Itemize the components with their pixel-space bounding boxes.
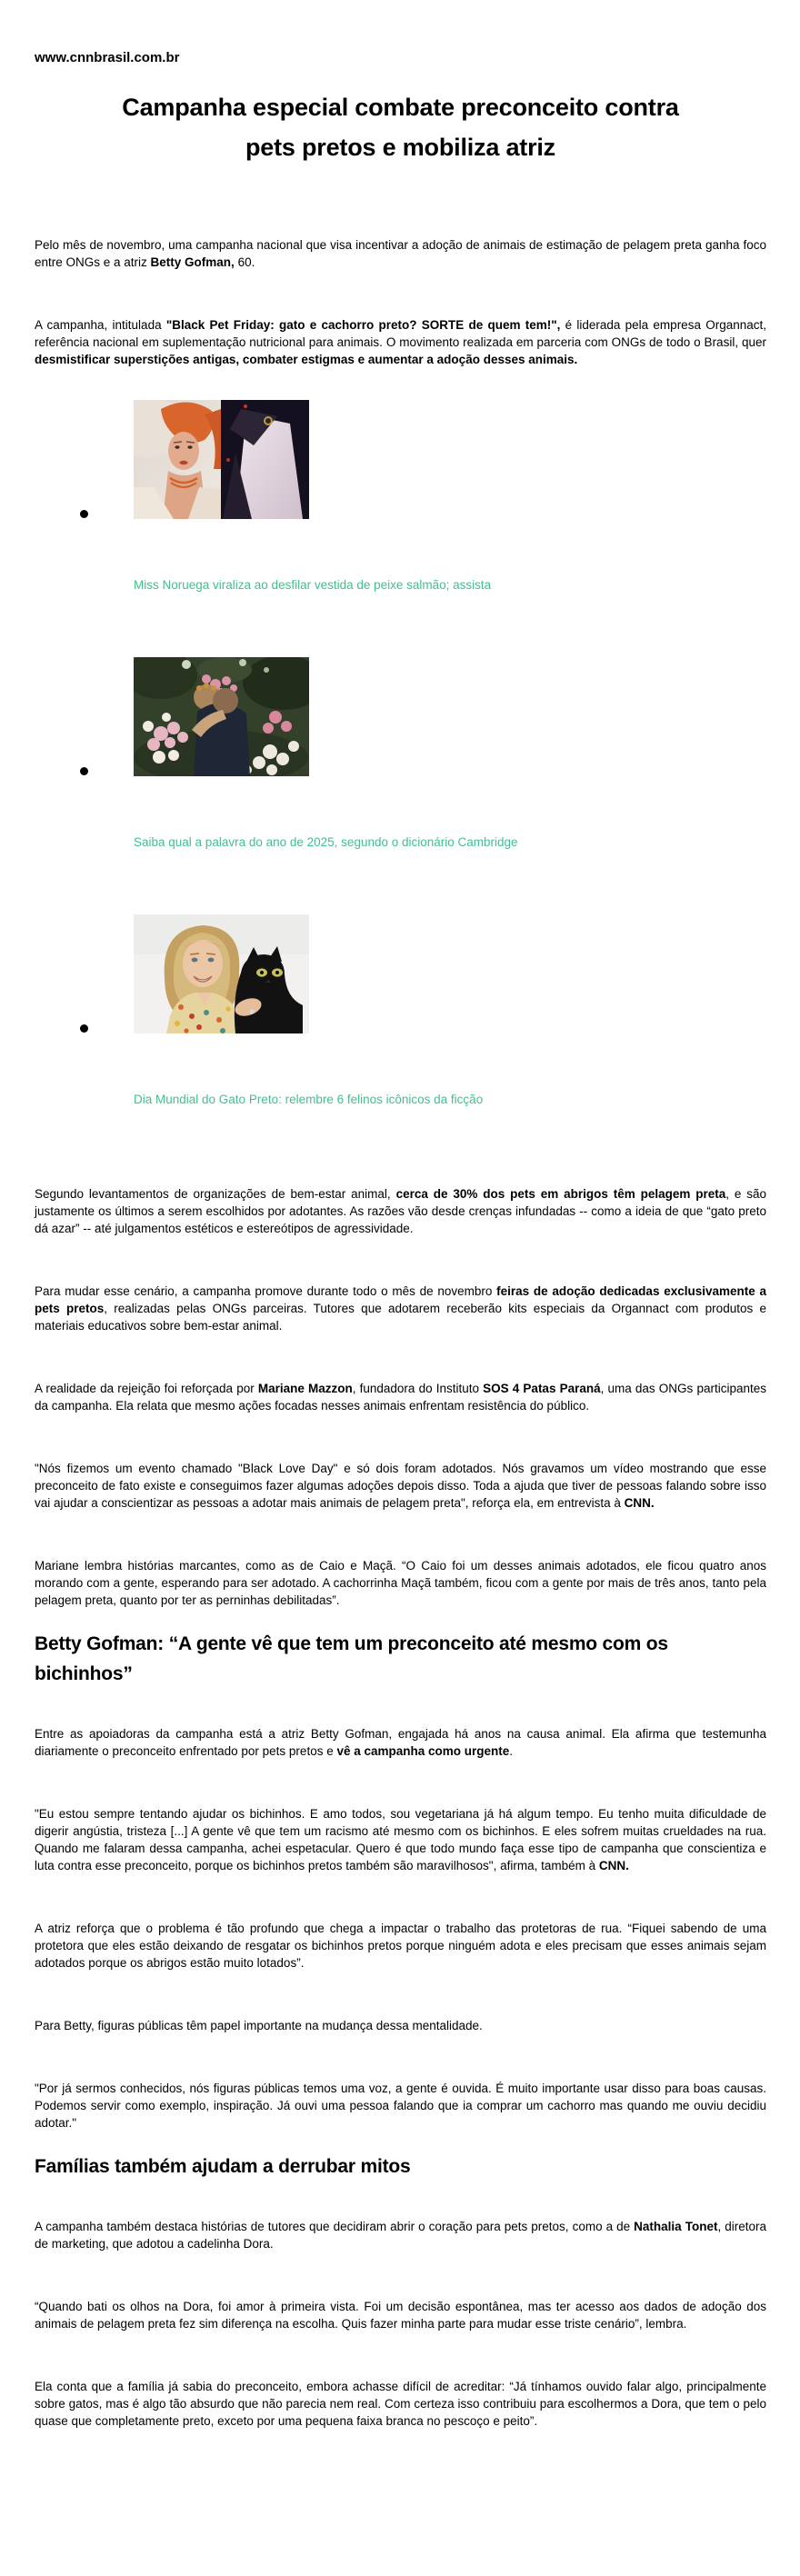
text-segment: . (509, 1744, 514, 1758)
article-title-line1: Campanha especial combate preconceito contra (122, 94, 679, 121)
text-segment-bold: feiras de adoção dedicadas exclusivamente a pets pretos (35, 1284, 766, 1315)
article-title (87, 87, 715, 167)
text-segment-bold: "Black Pet Friday: gato e cachorro preto? SORTE de quem tem!", (165, 318, 561, 332)
woman-black-cat-image (134, 914, 309, 1033)
miss-norway-salmon-image (134, 400, 309, 519)
article-paragraph (35, 2298, 766, 2332)
related-thumbnail[interactable] (134, 400, 309, 519)
text-segment: A campanha, intitulada (35, 318, 166, 332)
article-paragraph (35, 2378, 766, 2430)
couple-flowers-image (134, 657, 309, 776)
related-caption (134, 577, 766, 594)
text-segment-bold: Nathalia Tonet (634, 2220, 718, 2233)
article-paragraph (35, 2080, 766, 2132)
article-paragraph (35, 1725, 766, 1760)
section-heading-familias: Famílias também ajudam a derrubar mitos (35, 2156, 411, 2177)
related-item (134, 400, 766, 594)
text-segment-bold: Mariane Mazzon (257, 1382, 353, 1395)
text-segment: "Nós fizemos um evento chamado "Black Love Day" e só dois foram adotados. Nós gravamos um vídeo mostrando que esse preconceito de fato existe e conseguimos fazer algumas adoções depois disso. Toda a ajuda que tiver de pessoas falando sobre isso vai ajudar a conscientizar as pessoas a adotar mais animais de pelagem preta", reforça ela, em entrevista à (35, 1462, 766, 1510)
article-paragraph (35, 1920, 766, 1972)
article-title-line2: pets pretos e mobiliza atriz (245, 134, 555, 161)
text-segment: Mariane lembra histórias marcantes, como as de Caio e Maçã. “O Caio foi um desses animais adotados, ele ficou quatro anos morando com a gente, esperando para ser adotado. A cachorrinha Maçã também, ficou com a gente por mais de três anos, tanto pela pelagem preta, quanto por ter as perninhas debilitadas”. (35, 1559, 766, 1607)
text-segment: , e são justamente os últimos a serem escolhidos por adotantes. As razões vão desde crenças infundadas -- como a ideia de que “gato preto dá azar” -- até julgamentos estéticos e estereótipos de agressividade. (35, 1187, 767, 1235)
text-segment: "Eu estou sempre tentando ajudar os bichinhos. E amo todos, sou vegetariana já há algum tempo. Eu tenho muita dificuldade de digerir angústia, tristeza [...] A gente vê que tem um racismo até mesmo com os bichinhos. E eles sofrem muitas crueldades na rua. Quando me falaram dessa campanha, achei espetacular. Quero é que todo mundo faça esse tipo de campanha que conscientiza e luta contra esse preconceito, porque os bichinhos pretos também são maravilhosos", afirma, também à (35, 1807, 766, 1872)
related-caption (134, 1092, 766, 1108)
article-paragraph (35, 2017, 766, 2034)
text-segment: Para mudar esse cenário, a campanha promove durante todo o mês de novembro (35, 1284, 497, 1298)
article-paragraph (35, 236, 766, 271)
related-thumbnail[interactable] (134, 914, 309, 1033)
text-segment: , realizadas pelas ONGs parceiras. Tutores que adotarem receberão kits especiais da Organnact com produtos e materiais educativos sobre bem-estar animal. (35, 1302, 766, 1333)
text-segment: Segundo levantamentos de organizações de bem-estar animal, (35, 1187, 396, 1201)
text-segment-bold: CNN. (598, 1859, 629, 1872)
text-segment: A campanha também destaca histórias de tutores que decidiram abrir o coração para pets pretos, como a de (35, 2220, 635, 2233)
text-segment: Para Betty, figuras públicas têm papel importante na mudança dessa mentalidade. (35, 2019, 483, 2032)
related-thumbnail[interactable] (134, 657, 309, 776)
text-segment: é liderada pela empresa Organnact, referência nacional em suplementação nutricional para animais. O movimento realizada em parceria com ONGs de todo o Brasil, quer (35, 318, 766, 349)
text-segment-bold: cerca de 30% dos pets em abrigos têm pelagem preta (395, 1187, 726, 1201)
text-segment-bold: Betty Gofman, (150, 255, 235, 269)
text-segment: Pelo mês de novembro, uma campanha nacional que visa incentivar a adoção de animais de estimação de pelagem preta ganha foco entre ONGs e a atriz (35, 238, 766, 269)
text-segment: , diretora de marketing, que adotou a cadelinha Dora. (35, 2220, 766, 2251)
text-segment: "Por já sermos conhecidos, nós figuras públicas temos uma voz, a gente é ouvida. É muito importante usar disso para boas causas. Podemos servir como exemplo, inspiração. Já ouvi uma pessoa falando que ia comprar um cachorro mas quando me ouviu decidiu adotar." (35, 2082, 766, 2130)
text-segment: A realidade da rejeição foi reforçada por (35, 1382, 258, 1395)
article-paragraph (35, 1805, 766, 1874)
article-paragraph (35, 2218, 766, 2252)
article-paragraph (35, 1283, 766, 1334)
text-segment: , uma das ONGs participantes da campanha. Ela relata que mesmo ações focadas nesses animais enfrentam resistência do público. (35, 1382, 766, 1413)
text-segment: Entre as apoiadoras da campanha está a atriz Betty Gofman, engajada há anos na causa animal. Ela afirma que testemunha diariamente o preconceito enfrentado por pets pretos e (35, 1727, 766, 1758)
text-segment-bold: CNN. (624, 1496, 655, 1510)
related-link[interactable]: Saiba qual a palavra do ano de 2025, segundo o dicionário Cambridge (134, 835, 518, 849)
related-links-list (35, 400, 766, 1108)
section-heading-betty: Betty Gofman: “A gente vê que tem um preconceito até mesmo com os bichinhos” (35, 1633, 668, 1684)
text-segment: “Quando bati os olhos na Dora, foi amor à primeira vista. Foi um decisão espontânea, mas ter acesso aos dados de adoção dos animais de pelagem preta fez sim diferença na escolha. Quis fazer minha parte para mudar esse triste cenário”, lembra. (35, 2300, 766, 2331)
text-segment: Ela conta que a família já sabia do preconceito, embora achasse difícil de acreditar: “Já tínhamos ouvido falar algo, principalmente sobre gatos, mas é algo tão absurdo que não parecia nem real. Com certeza isso contribuiu para escolhermos a Dora, que tem o pelo quase que completamente preto, exceto por uma pequena faixa branca no pescoço e peito”. (35, 2380, 766, 2428)
related-link[interactable]: Dia Mundial do Gato Preto: relembre 6 felinos icônicos da ficção (134, 1093, 484, 1106)
text-segment: 60. (234, 255, 255, 269)
article-paragraph (35, 1557, 766, 1609)
text-segment-bold: desmistificar superstições antigas, combater estigmas e aumentar a adoção desses animais. (35, 353, 578, 366)
related-item (134, 657, 766, 851)
related-item (134, 914, 766, 1108)
article-paragraph (35, 316, 766, 368)
site-url: www.cnnbrasil.com.br (35, 50, 180, 65)
text-segment: , fundadora do Instituto (352, 1382, 484, 1395)
related-link[interactable]: Miss Noruega viraliza ao desfilar vestida de peixe salmão; assista (134, 578, 492, 592)
text-segment-bold: vê a campanha como urgente (336, 1744, 510, 1758)
article-paragraph (35, 1460, 766, 1512)
text-segment: A atriz reforça que o problema é tão profundo que chega a impactar o trabalho das protetoras de rua. “Fiquei sabendo de uma protetora que eles estão deixando de resgatar os bichinhos pretos porque ninguém adota e eles precisam que esses animais sejam adotados porque os abrigos estão muito lotados”. (35, 1922, 766, 1970)
related-caption (134, 834, 766, 851)
text-segment-bold: SOS 4 Patas Paraná (483, 1382, 601, 1395)
article-paragraph (35, 1185, 766, 1237)
article-paragraph (35, 1380, 766, 1414)
